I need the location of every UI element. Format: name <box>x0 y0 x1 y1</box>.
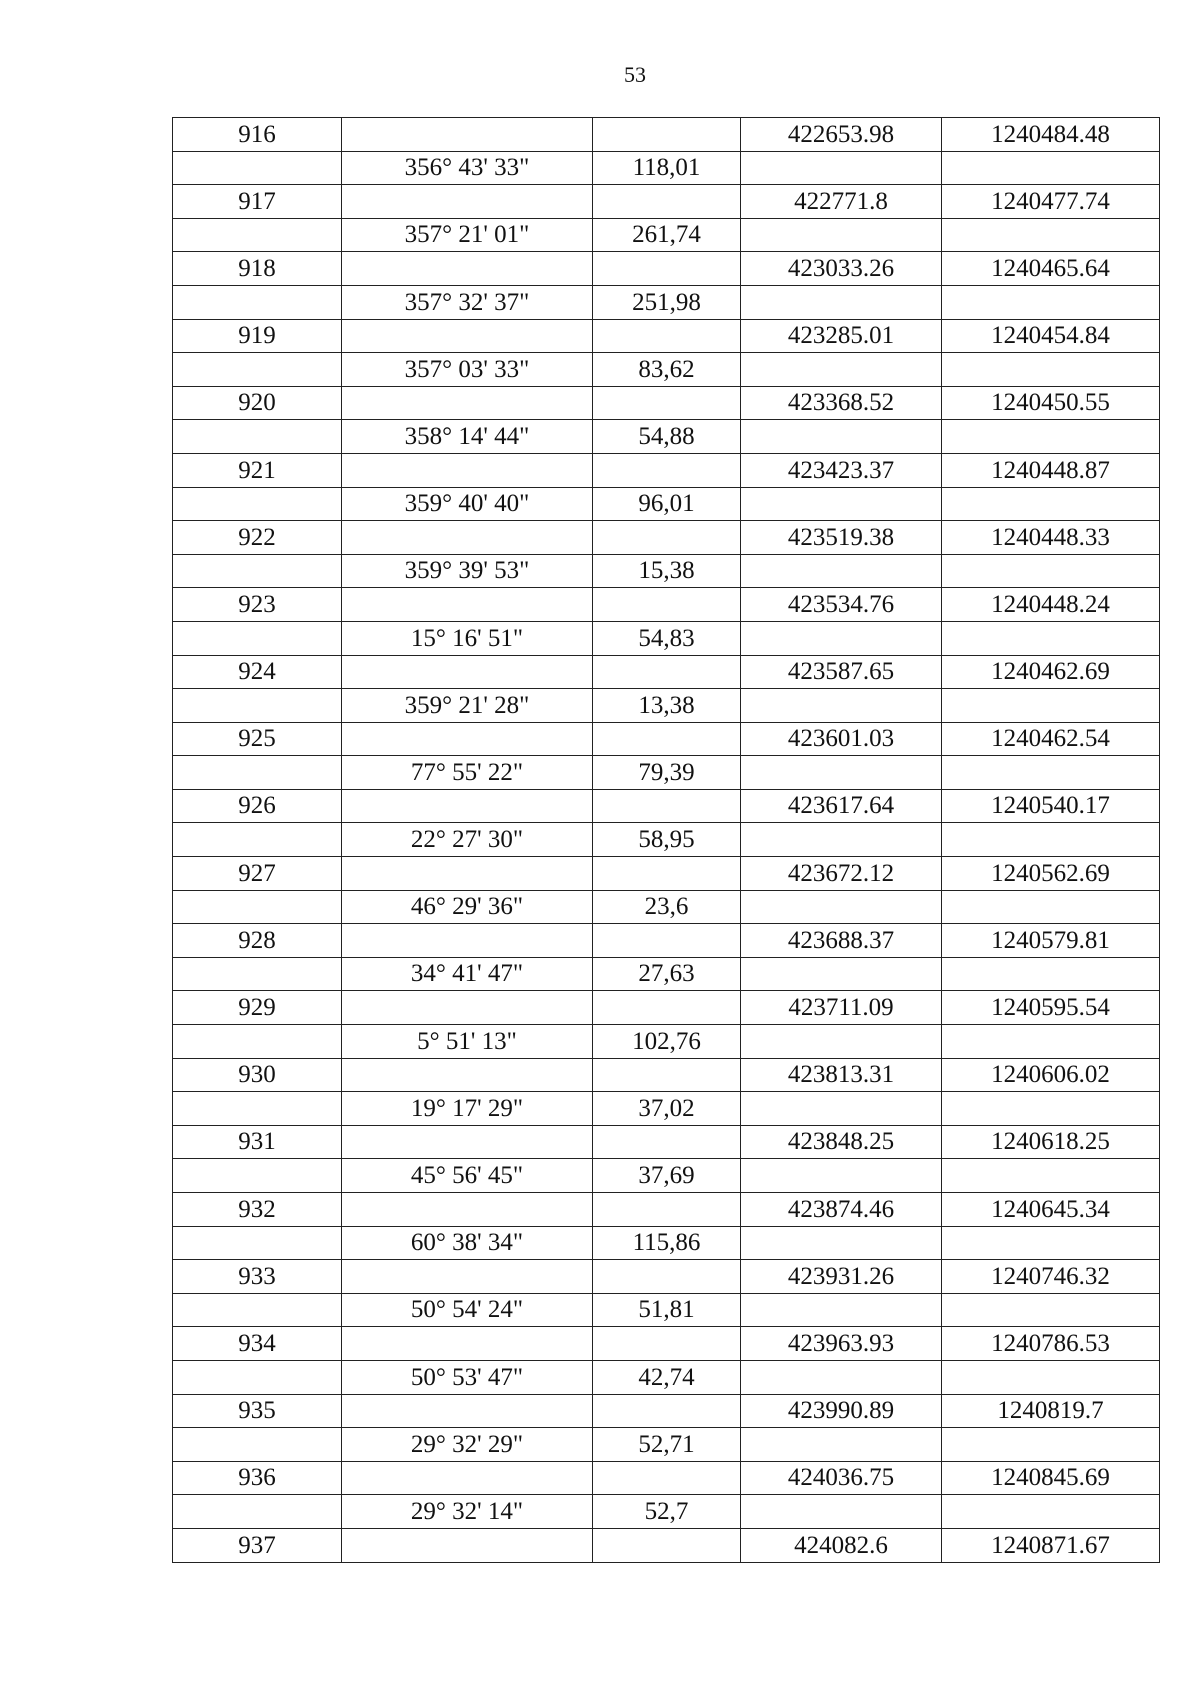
x-coordinate-cell: 423587.65 <box>741 655 942 689</box>
x-coordinate-cell: 423848.25 <box>741 1125 942 1159</box>
point-number-cell <box>173 1428 342 1462</box>
point-number-cell: 921 <box>173 453 342 487</box>
table-row <box>173 722 1160 756</box>
survey-coordinates-table <box>172 117 1160 1563</box>
table-row <box>173 1025 1160 1059</box>
point-number-cell: 922 <box>173 521 342 555</box>
distance-cell <box>593 924 741 958</box>
bearing-angle-cell: 60° 38' 34" <box>342 1226 593 1260</box>
bearing-angle-cell <box>342 1528 593 1562</box>
table-row <box>173 1528 1160 1562</box>
y-coordinate-cell <box>942 1226 1160 1260</box>
x-coordinate-cell: 423617.64 <box>741 789 942 823</box>
table-row <box>173 151 1160 185</box>
point-number-cell <box>173 957 342 991</box>
y-coordinate-cell <box>942 420 1160 454</box>
y-coordinate-cell <box>942 621 1160 655</box>
table-row <box>173 1159 1160 1193</box>
bearing-angle-cell <box>342 1193 593 1227</box>
point-number-cell: 916 <box>173 118 342 152</box>
distance-cell <box>593 453 741 487</box>
y-coordinate-cell: 1240845.69 <box>942 1461 1160 1495</box>
bearing-angle-cell <box>342 1260 593 1294</box>
point-number-cell: 933 <box>173 1260 342 1294</box>
x-coordinate-cell: 423813.31 <box>741 1058 942 1092</box>
bearing-angle-cell <box>342 453 593 487</box>
point-number-cell <box>173 1092 342 1126</box>
bearing-angle-cell <box>342 789 593 823</box>
x-coordinate-cell: 423711.09 <box>741 991 942 1025</box>
point-number-cell: 923 <box>173 588 342 622</box>
table-row <box>173 1260 1160 1294</box>
distance-cell <box>593 521 741 555</box>
distance-cell <box>593 1327 741 1361</box>
table-row <box>173 1193 1160 1227</box>
x-coordinate-cell <box>741 1092 942 1126</box>
point-number-cell <box>173 554 342 588</box>
point-number-cell: 927 <box>173 857 342 891</box>
point-number-cell <box>173 823 342 857</box>
bearing-angle-cell <box>342 722 593 756</box>
bearing-angle-cell <box>342 924 593 958</box>
table-row <box>173 789 1160 823</box>
x-coordinate-cell <box>741 285 942 319</box>
x-coordinate-cell <box>741 554 942 588</box>
y-coordinate-cell <box>942 151 1160 185</box>
bearing-angle-cell: 50° 53' 47" <box>342 1360 593 1394</box>
y-coordinate-cell <box>942 890 1160 924</box>
table-row <box>173 689 1160 723</box>
y-coordinate-cell: 1240450.55 <box>942 386 1160 420</box>
table-row <box>173 353 1160 387</box>
point-number-cell <box>173 1495 342 1529</box>
distance-cell: 102,76 <box>593 1025 741 1059</box>
table-row <box>173 554 1160 588</box>
y-coordinate-cell: 1240540.17 <box>942 789 1160 823</box>
bearing-angle-cell: 77° 55' 22" <box>342 756 593 790</box>
bearing-angle-cell <box>342 386 593 420</box>
x-coordinate-cell: 422653.98 <box>741 118 942 152</box>
distance-cell <box>593 588 741 622</box>
point-number-cell: 934 <box>173 1327 342 1361</box>
bearing-angle-cell: 357° 21' 01" <box>342 218 593 252</box>
y-coordinate-cell: 1240448.33 <box>942 521 1160 555</box>
distance-cell <box>593 319 741 353</box>
distance-cell <box>593 1461 741 1495</box>
distance-cell <box>593 1260 741 1294</box>
y-coordinate-cell <box>942 1293 1160 1327</box>
x-coordinate-cell: 423672.12 <box>741 857 942 891</box>
x-coordinate-cell: 423534.76 <box>741 588 942 622</box>
point-number-cell: 918 <box>173 252 342 286</box>
x-coordinate-cell: 423963.93 <box>741 1327 942 1361</box>
point-number-cell <box>173 151 342 185</box>
distance-cell: 51,81 <box>593 1293 741 1327</box>
bearing-angle-cell <box>342 857 593 891</box>
table-row <box>173 118 1160 152</box>
x-coordinate-cell: 423874.46 <box>741 1193 942 1227</box>
x-coordinate-cell <box>741 1159 942 1193</box>
x-coordinate-cell <box>741 1495 942 1529</box>
y-coordinate-cell <box>942 1025 1160 1059</box>
x-coordinate-cell: 424036.75 <box>741 1461 942 1495</box>
distance-cell <box>593 1193 741 1227</box>
y-coordinate-cell <box>942 1159 1160 1193</box>
point-number-cell: 932 <box>173 1193 342 1227</box>
y-coordinate-cell <box>942 218 1160 252</box>
distance-cell: 261,74 <box>593 218 741 252</box>
distance-cell: 54,83 <box>593 621 741 655</box>
x-coordinate-cell: 423688.37 <box>741 924 942 958</box>
bearing-angle-cell <box>342 319 593 353</box>
x-coordinate-cell <box>741 218 942 252</box>
point-number-cell <box>173 890 342 924</box>
table-row <box>173 823 1160 857</box>
point-number-cell: 917 <box>173 185 342 219</box>
distance-cell: 54,88 <box>593 420 741 454</box>
bearing-angle-cell: 359° 40' 40" <box>342 487 593 521</box>
bearing-angle-cell: 5° 51' 13" <box>342 1025 593 1059</box>
table-row <box>173 1092 1160 1126</box>
point-number-cell: 924 <box>173 655 342 689</box>
y-coordinate-cell <box>942 1495 1160 1529</box>
point-number-cell: 937 <box>173 1528 342 1562</box>
point-number-cell <box>173 1360 342 1394</box>
y-coordinate-cell: 1240786.53 <box>942 1327 1160 1361</box>
table-row <box>173 957 1160 991</box>
y-coordinate-cell: 1240645.34 <box>942 1193 1160 1227</box>
distance-cell <box>593 655 741 689</box>
bearing-angle-cell: 29° 32' 14" <box>342 1495 593 1529</box>
y-coordinate-cell: 1240484.48 <box>942 118 1160 152</box>
table-row <box>173 1428 1160 1462</box>
y-coordinate-cell <box>942 1092 1160 1126</box>
bearing-angle-cell <box>342 655 593 689</box>
bearing-angle-cell <box>342 1058 593 1092</box>
y-coordinate-cell: 1240618.25 <box>942 1125 1160 1159</box>
x-coordinate-cell <box>741 890 942 924</box>
point-number-cell <box>173 1159 342 1193</box>
distance-cell: 13,38 <box>593 689 741 723</box>
distance-cell <box>593 991 741 1025</box>
table-row <box>173 756 1160 790</box>
distance-cell: 58,95 <box>593 823 741 857</box>
table-row <box>173 218 1160 252</box>
table-row <box>173 991 1160 1025</box>
distance-cell: 37,02 <box>593 1092 741 1126</box>
table-row <box>173 1495 1160 1529</box>
x-coordinate-cell <box>741 1360 942 1394</box>
bearing-angle-cell <box>342 1394 593 1428</box>
x-coordinate-cell <box>741 353 942 387</box>
distance-cell: 27,63 <box>593 957 741 991</box>
x-coordinate-cell <box>741 1428 942 1462</box>
bearing-angle-cell <box>342 1461 593 1495</box>
x-coordinate-cell: 423285.01 <box>741 319 942 353</box>
y-coordinate-cell <box>942 689 1160 723</box>
x-coordinate-cell: 423990.89 <box>741 1394 942 1428</box>
x-coordinate-cell: 423368.52 <box>741 386 942 420</box>
bearing-angle-cell <box>342 991 593 1025</box>
y-coordinate-cell <box>942 353 1160 387</box>
table-row <box>173 924 1160 958</box>
point-number-cell <box>173 353 342 387</box>
x-coordinate-cell <box>741 957 942 991</box>
x-coordinate-cell: 423601.03 <box>741 722 942 756</box>
distance-cell <box>593 185 741 219</box>
point-number-cell <box>173 1226 342 1260</box>
y-coordinate-cell: 1240871.67 <box>942 1528 1160 1562</box>
distance-cell <box>593 118 741 152</box>
distance-cell <box>593 857 741 891</box>
bearing-angle-cell <box>342 118 593 152</box>
table-row <box>173 890 1160 924</box>
y-coordinate-cell: 1240562.69 <box>942 857 1160 891</box>
distance-cell: 79,39 <box>593 756 741 790</box>
table-row <box>173 588 1160 622</box>
x-coordinate-cell: 422771.8 <box>741 185 942 219</box>
point-number-cell <box>173 218 342 252</box>
distance-cell: 83,62 <box>593 353 741 387</box>
bearing-angle-cell: 356° 43' 33" <box>342 151 593 185</box>
x-coordinate-cell <box>741 621 942 655</box>
x-coordinate-cell <box>741 420 942 454</box>
bearing-angle-cell: 34° 41' 47" <box>342 957 593 991</box>
distance-cell: 118,01 <box>593 151 741 185</box>
distance-cell <box>593 789 741 823</box>
bearing-angle-cell <box>342 588 593 622</box>
x-coordinate-cell: 423033.26 <box>741 252 942 286</box>
x-coordinate-cell <box>741 1293 942 1327</box>
point-number-cell <box>173 285 342 319</box>
y-coordinate-cell: 1240579.81 <box>942 924 1160 958</box>
distance-cell: 23,6 <box>593 890 741 924</box>
y-coordinate-cell: 1240819.7 <box>942 1394 1160 1428</box>
bearing-angle-cell: 359° 39' 53" <box>342 554 593 588</box>
x-coordinate-cell: 424082.6 <box>741 1528 942 1562</box>
bearing-angle-cell: 22° 27' 30" <box>342 823 593 857</box>
survey-table-body <box>173 118 1160 1563</box>
y-coordinate-cell <box>942 1428 1160 1462</box>
table-row <box>173 1461 1160 1495</box>
bearing-angle-cell: 29° 32' 29" <box>342 1428 593 1462</box>
bearing-angle-cell: 359° 21' 28" <box>342 689 593 723</box>
y-coordinate-cell: 1240477.74 <box>942 185 1160 219</box>
point-number-cell: 925 <box>173 722 342 756</box>
point-number-cell <box>173 420 342 454</box>
bearing-angle-cell <box>342 521 593 555</box>
table-row <box>173 386 1160 420</box>
distance-cell <box>593 1528 741 1562</box>
distance-cell: 37,69 <box>593 1159 741 1193</box>
table-row <box>173 1058 1160 1092</box>
bearing-angle-cell <box>342 1327 593 1361</box>
table-row <box>173 285 1160 319</box>
point-number-cell <box>173 621 342 655</box>
y-coordinate-cell <box>942 554 1160 588</box>
point-number-cell <box>173 689 342 723</box>
x-coordinate-cell <box>741 823 942 857</box>
bearing-angle-cell: 46° 29' 36" <box>342 890 593 924</box>
table-row <box>173 1125 1160 1159</box>
table-row <box>173 252 1160 286</box>
bearing-angle-cell: 45° 56' 45" <box>342 1159 593 1193</box>
point-number-cell: 931 <box>173 1125 342 1159</box>
bearing-angle-cell: 15° 16' 51" <box>342 621 593 655</box>
bearing-angle-cell: 19° 17' 29" <box>342 1092 593 1126</box>
point-number-cell: 920 <box>173 386 342 420</box>
y-coordinate-cell <box>942 1360 1160 1394</box>
y-coordinate-cell: 1240746.32 <box>942 1260 1160 1294</box>
distance-cell <box>593 252 741 286</box>
x-coordinate-cell <box>741 487 942 521</box>
x-coordinate-cell <box>741 1025 942 1059</box>
table-row <box>173 521 1160 555</box>
table-row <box>173 420 1160 454</box>
table-row <box>173 655 1160 689</box>
distance-cell <box>593 386 741 420</box>
distance-cell <box>593 722 741 756</box>
table-row <box>173 487 1160 521</box>
bearing-angle-cell: 357° 32' 37" <box>342 285 593 319</box>
bearing-angle-cell: 358° 14' 44" <box>342 420 593 454</box>
table-row <box>173 1293 1160 1327</box>
point-number-cell: 926 <box>173 789 342 823</box>
y-coordinate-cell: 1240462.54 <box>942 722 1160 756</box>
table-row <box>173 621 1160 655</box>
page-number: 53 <box>624 62 646 87</box>
table-row <box>173 1394 1160 1428</box>
y-coordinate-cell: 1240462.69 <box>942 655 1160 689</box>
point-number-cell <box>173 487 342 521</box>
distance-cell: 96,01 <box>593 487 741 521</box>
point-number-cell <box>173 1025 342 1059</box>
table-row <box>173 1226 1160 1260</box>
distance-cell <box>593 1394 741 1428</box>
x-coordinate-cell <box>741 151 942 185</box>
point-number-cell <box>173 756 342 790</box>
table-row <box>173 1327 1160 1361</box>
x-coordinate-cell: 423519.38 <box>741 521 942 555</box>
y-coordinate-cell: 1240606.02 <box>942 1058 1160 1092</box>
point-number-cell: 930 <box>173 1058 342 1092</box>
bearing-angle-cell: 50° 54' 24" <box>342 1293 593 1327</box>
x-coordinate-cell <box>741 756 942 790</box>
distance-cell: 52,71 <box>593 1428 741 1462</box>
distance-cell: 52,7 <box>593 1495 741 1529</box>
y-coordinate-cell <box>942 957 1160 991</box>
y-coordinate-cell: 1240448.87 <box>942 453 1160 487</box>
bearing-angle-cell <box>342 252 593 286</box>
table-row <box>173 453 1160 487</box>
y-coordinate-cell <box>942 487 1160 521</box>
point-number-cell: 928 <box>173 924 342 958</box>
distance-cell: 251,98 <box>593 285 741 319</box>
distance-cell: 42,74 <box>593 1360 741 1394</box>
y-coordinate-cell: 1240454.84 <box>942 319 1160 353</box>
table-row <box>173 857 1160 891</box>
bearing-angle-cell: 357° 03' 33" <box>342 353 593 387</box>
distance-cell <box>593 1058 741 1092</box>
point-number-cell: 929 <box>173 991 342 1025</box>
point-number-cell <box>173 1293 342 1327</box>
bearing-angle-cell <box>342 185 593 219</box>
y-coordinate-cell <box>942 285 1160 319</box>
y-coordinate-cell: 1240465.64 <box>942 252 1160 286</box>
table-row <box>173 185 1160 219</box>
x-coordinate-cell: 423931.26 <box>741 1260 942 1294</box>
point-number-cell: 936 <box>173 1461 342 1495</box>
x-coordinate-cell <box>741 1226 942 1260</box>
table-row <box>173 319 1160 353</box>
point-number-cell: 919 <box>173 319 342 353</box>
point-number-cell: 935 <box>173 1394 342 1428</box>
y-coordinate-cell: 1240595.54 <box>942 991 1160 1025</box>
distance-cell <box>593 1125 741 1159</box>
bearing-angle-cell <box>342 1125 593 1159</box>
x-coordinate-cell <box>741 689 942 723</box>
distance-cell: 115,86 <box>593 1226 741 1260</box>
y-coordinate-cell: 1240448.24 <box>942 588 1160 622</box>
distance-cell: 15,38 <box>593 554 741 588</box>
y-coordinate-cell <box>942 823 1160 857</box>
x-coordinate-cell: 423423.37 <box>741 453 942 487</box>
table-row <box>173 1360 1160 1394</box>
y-coordinate-cell <box>942 756 1160 790</box>
